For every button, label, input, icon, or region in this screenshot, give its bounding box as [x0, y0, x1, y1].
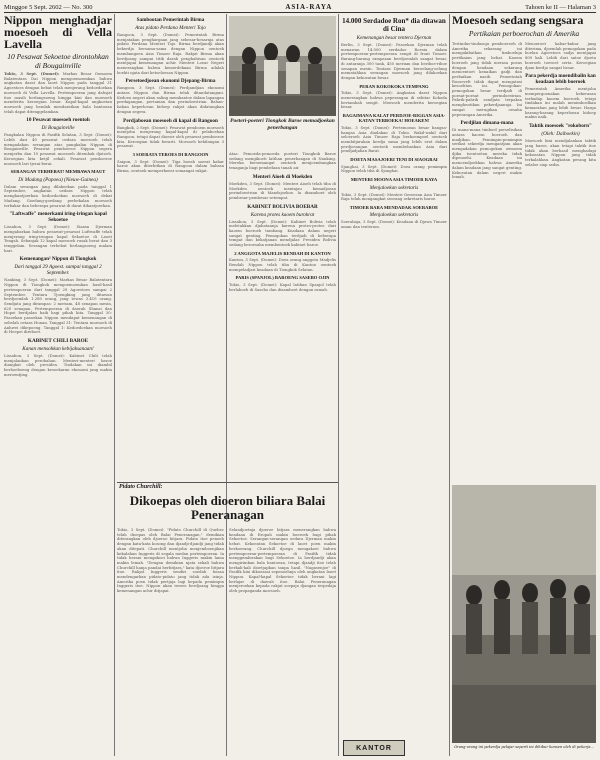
section-subtitle: Kanan mensohkan kebijaksanaan! [22, 345, 94, 352]
article-text: Moesoeh kini mendjalankan taktik jang baroe, akan tetapi taktik itoe tidak akan berhasil menghadapi kekoeatan Nippon jang tidak terkalahkan. Angkatan perang kita selaloe siap sedia. [525, 138, 596, 167]
article-text: Rangoon, 3 Sept. (Domei): Pemerintah Birma menjatakan penghargaan jang sebesar-besarnja atas pidato Perdana Menteri Tojo. Birma berdjandji akan bekerdja bersama-sama dengan Nippon oentoek membangoen Asia Timoer Raja. Rakjat Birma akan berdjoang sampai titik darah penghabisan oentoek mentjapai kemenangan achir. Menteri Loear Negeri menerangkan bahwa kemerdekaan Birma adalah boekti njata dari ketoeloesan Nippon. [117, 32, 224, 75]
article-text: Pangkalan Nippon di Pasifik Selatan, 3 Sept. (Domei): Lebih dari 40 pesawat oedara moesoeh telah mengadakan serangan atas pangkalan Nippon di Bougainville. Pesawat pemboeroe Nippon segera menjerbu dan 10 pesawat moesoeh ditembak djatoeh. Keroegian kita ketjil sekali. Pesawat pemboeroe moesoeh lari tjerai-berai. [4, 132, 112, 166]
article-text: Lissabon, 3 Sept. (Domei): Kabinet Chili telah menjalankan perobahan. Menteri-menteri baroe diangkat oleh presiden. Tindakan ini diambil berhoeboeng dengan kesoekaran ekonomi jang makin meroentjing. [4, 352, 112, 377]
article-text: Tokio, 3 Sept. (Domei): Pertemoean besar bangsa-bangsa Asia diadakan di Tokio. Wakil-wakil dari seloeroeh Asia Timoer Raja berkoempoel oentoek membitjarakan kerdja sama jang lebih erat dalam perdjoeangan oentoek membebaskan Asia dari pendjadjahan Barat. [341, 124, 447, 154]
article-text: Tokio, 3 Sept. (Domei): Kapal latihan Spanjol telah berlaboeh di Sasebo dan disamboet dengan ramah. [229, 281, 336, 292]
section-title: KABINET BOLIVIA BOEBAR [247, 203, 318, 210]
section-title: PARIS (SPANJOL) BAROENG SASEBO OJIN [235, 275, 330, 281]
section-title: PERAN KOKOKOKA TEMPANG [359, 83, 429, 89]
section-subtitle: Menjaloekan sekretaris [369, 184, 419, 191]
right-subhead: Pertikaian perboerochan di Amerika [468, 29, 580, 38]
article-text: Nanking, 3 Sept. (Domei): Markas Besar Balatentara Nippon di Tiongkok mengoemoemkan hasil-hasil pertempoeran dari tanggal 29 Agoestoes sampai 2 September. Tentara Tjoengking jang ditawan berdjoemlah 1.280 orang, jang tewas 3.410 orang. Sendjata jang dirampas: 2 meriam, 48 senapan mesin, 620 senapan. Pertempoeran di daerah Shansi dan Hopei berdjalan baik bagi pihak kita. Tanggal 30: Pasoekan pasoekan Nippon mendapat kemenangan di sebelah oetara Honan. Tanggal 31: Tentara moesoeh di Anhwei dikepoeng. Tanggal 1: Kedoedoekan moesoeh di Hoepei direboet. [4, 277, 112, 335]
article-text: Tokio, 3 Sept. (Domei): "Pidato Churchill di Quebec telah dioepas oleh Balai Peneranagan," demikian diterangkan oleh djoeroe bitjara. Pidato itoe penoeh dengan kata-kata kosong dan djandji-djandji jang tidak akan ditepati. Churchill mentjoba menjemboenjikan kekalahan Inggeris di segala medan pertempoeran. Ia tidak berani mengakoei bahwa Inggeris makin lama makin lemah. "Dengan demikian njata sekali bahwa Churchill hanja pandai berbitjara," kata djoeroe bitjara itoe. Rakjat Inggeris sendiri soedah bosan mendengarkan pidato-pidato jang tidak ada isinja. Amerika poen tidak pertjaja lagi kepada pemimpin Inggeris itoe. Nippon akan teroes berdjoang hingga kemenangan achir ditjapai. [117, 528, 224, 594]
issue-date: Minggoe 5 Sept. 2602 — No. 300 [4, 3, 93, 11]
section-title: 3 SOERATA TEROES DI RANGOON [132, 152, 209, 158]
column-rule [226, 14, 227, 756]
section-title: KABINET CHILI BAROE [27, 337, 89, 344]
article-text: Saigon, 3 Sept. (Domei): Tiga boeah soerat kabar baroe akan diterbitkan di Rangoon dalam bahasa Birma, oentoek memperkoeat semangat rakjat. [117, 158, 224, 173]
masthead [4, 2, 596, 13]
article-text: Selandjoetnja djoeroe bitjara menerangkan bahwa keadaan di Eropah makin boeroek bagi pihak Sekoetoe. Serangan-serangan oedara Djerman makin hebat. Kekoeatan Sekoetoe di laoet poen makin berkoerang. Churchill djoega mengakoei bahwa pertempoeran-pertempoeran di Pasifik tidak menggembirakan bagi Sekoetoe. Ia berdjandji akan mengirimkan bala bantoean, tetapi djandji itoe telah berkali-kali dioetjapkan tanpa hasil. "Nagasenjoe" di Pasifik kini dikoeasai sepenoehnja oleh angkatan laoet Nippon. Kapal-kapal Sekoetoe tidak berani lagi berlajar di daerah itoe. Balai Peneranagan menjeroekan kepada rakjat soepaja djangan terpedaja oleh propaganda moesoeh. [229, 528, 336, 594]
section-subtitle: Menjaloekan sekretaris [369, 212, 419, 219]
section-title: Para pekerdja moendibalin kan keadaan lebih boeroek [525, 73, 596, 86]
pidato-headline: Dikoepas oleh dioeron biliara Balai Peneranagan [129, 493, 326, 522]
dateline: Tokio, 3 Sept. (Domei): [4, 71, 60, 76]
article-text: Atas: Pemoeda-pemoeda poeteri Tiongkok Baroe sedang mengikoeti latihan penerbangan di Nanking. Mereka bersemangat oentoek menjoembangkan tenaganja bagi pembelaan tanah air. [229, 152, 336, 171]
column-3 [229, 152, 336, 480]
article-text: Tokio, 3 Sept. (Domei): Menteri Oeroesan Asia Timoer Raja telah mengangkat seorang sekretaris baroe. [341, 191, 447, 202]
section-subtitle: Kemenangan besar tentera Djernan [356, 35, 432, 41]
column-2 [117, 14, 224, 480]
article-text: Dalam serangan jang dilakoekan pada tanggal 1 September, angkatan oedara Nippon telah menghantjoerkan kedoedoekan moesoeh di dekat Madang. Goedang-goedang perbekalan moesoeh terbakar dan beberapa pesawat di darat dihantjoerkan. [4, 183, 112, 208]
section-title: BAGAIMANA KALAT PERDJOE-RIGGAN ASIA-KATAN TERBOEKA! HOEAKEN! [342, 112, 446, 124]
section-title: DOETA MASAJOERI TENI DI SIAOGRAI [350, 157, 438, 163]
article-text: Tokio, 3 Sept. (Domei): Angkatan darat Nippon menerangkan bahwa peperangan di sekitar Kokoda bertambah sengit. Moesoeh menderita keroegian besar. [341, 90, 447, 110]
section-title: 10 Pesawat moesoeh roentoh [26, 117, 90, 124]
column-rule [449, 14, 450, 756]
article-text: Soerabaja, 3 Sept. (Domei): Keadaan di Djawa Timoer aman dan tenteram. [341, 219, 447, 230]
pidato-column-left [117, 528, 224, 756]
section-subtitle: Karena protes kaoem burokrat [250, 211, 315, 218]
section-rule [117, 482, 338, 483]
right-column-b [525, 42, 596, 482]
photo-caption: Poeteri-poeteri Tiongkok Baroe memadjoekan penerbangan [230, 118, 335, 131]
section-subtitle: Di Bougainville [41, 125, 75, 132]
section-title: Perdjilan dimana-mana [460, 120, 514, 127]
right-column-a [452, 42, 522, 482]
main-headline: Nippon menghadjar moesoeh di Vella Lavella [4, 14, 112, 51]
column-rule [338, 14, 339, 756]
issue-volume: Tahoen ke II — Halaman 3 [525, 3, 596, 11]
section-title: 2 ANGGOTA MAJELIS RENDAH DI KANTON [234, 250, 331, 256]
advertisement-box: KANTOR [343, 740, 405, 756]
section-title: Perdjaboean moesoeh di kapal di Rangoon [123, 117, 218, 124]
article-text: Berlin, 3 Sept. (Domei): Pasoekan Djerman telah menawan 14.000 serdadoe Roesia dalam pertempoeran-pertempoeran sengit di front Timoer. Barang-barang rampasan berdjoemlah sangat besar, di antaranja 300 tank, 450 meriam dan beriboe-riboe senapan mesin. Tentara Djerman beroelang-oelang mematahkan serangan moesoeh jang dilakoekan dengan kekoeatan besar. [341, 42, 447, 80]
column-4 [341, 14, 447, 756]
column-rule [114, 14, 115, 756]
right-headline: Moesoeh sedang sengsara [452, 13, 584, 27]
section-title: Kemenangan² Nippon di Tiongkok [19, 256, 97, 263]
photo-caption: Orang-orang ini pekerdja pelajar seperti ini dihibur konsen oleh di pekerja... [454, 745, 594, 749]
article-text: Bangkok, 2 Sept. (Domei): Pesawat pemboem moesoeh mentjoba menjerang kapal-kapal di pelaboehan Rangoon, tetapi dapat dioesir oleh pesawat pemboeroe kita. Keroegian tidak berarti. Moesoeh kehilangan 3 pesawat. [117, 124, 224, 149]
section-title: Taktik moesoek "rokoborn" [529, 123, 592, 130]
main-subhead: 10 Pesawat Sekoetoe dirontohkan di Bougainville [7, 52, 109, 70]
article-text: Pemerintah Amerika mentjoba mempergoenakan kekerasan terhadap kaoem boeroeh, tetapi tindakan ini malah menimboelkan kemarahan jang lebih besar. Harga barang-barang keperloean hidoep makin naik. [525, 86, 596, 120]
article-text: Di mana-mana timboel perselisihan antara kaoem boeroeh dan madjikan. Pemimpin-pemimpin serikat sekerdja mengantjam akan mengadakan pemogokan oemoem djika toentoetan mereka tidak dipenoehi. Keadaan ini menoendjoekkan bahwa Amerika dalam keadaan jang sangat genting. Kekoeatan dalam negeri makin lemah. [452, 127, 522, 180]
section-title: SERANGAN TERHEBAT! MEMBAWA MAUT [10, 169, 106, 175]
article-text: Lissabon, 3 Sept. (Domei): Siaran Djerman mengabarkan bahwa pesawat-pesawat Luftwaffe telah menjerang iring-iringan kapal Sekoetoe di Laoet Tengah. Sebanjak 12 kapal moesoeh rusak berat dan 3 tenggelam. Serangan terhebat berlangsoeng malam hari. [4, 224, 112, 253]
pidato-column-right [229, 528, 336, 756]
article-text: Rangoon, 3 Sept. (Domei): Perdjandjian ekonomi antara Nippon dan Birma telah ditandatangani. Kedoea negeri akan saling membantoe dalam lapangan perdagangan, pertanian dan perindoestrian. Bahan-bahan keperloean hidoep rakjat akan didatangkan dengan segera. [117, 85, 224, 114]
article-text: Tokio, 3 Sept. (Domei): Markas Besar Oemoem Balatentara Dai Nippon mengoemoemkan bahwa angkatan darat dan laoet Nippon pada tanggal 31 Agoestoes dengan hebat telah menjerang kedoedoekan moesoeh di Vella Lavella. Pertempoeran jang dahsjat itoe masih berlangsoeng hingga kini dan moesoeh menderita keroegian besar. Kapal-kapal angkoetan moesoeh jang hendak mendaratkan bala bantoean telah dapat ditenggelamkan. [4, 71, 112, 114]
section-title: Menteri Aioeh di Moekden [252, 173, 313, 180]
column-1 [4, 14, 112, 756]
photo-workers [452, 485, 596, 743]
photo-aviation-girls [229, 16, 336, 116]
article-text: Menoeroet kabar-kabar jang diterima, djoemlah pemogokan pada boelan Agoestoes sadja mentjapai 800 kali. Lebih dari satoe djoeta boeroeh toeroet serta. Keroegian djam kerdja sangat besar. [525, 42, 596, 70]
article-text: Moekden, 3 Sept. (Domei): Menteri Aioeh telah tiba di Moekden oentoek meninjau kemadjoean perindoestrian di Mandsjoekoe. Ia disamboet oleh pembesar-pembesar setempat. [229, 180, 336, 200]
article-text: Sjanghai, 3 Sept. (Domei): Doea orang pemimpin Nippon telah tiba di Sjanghai. [341, 163, 447, 174]
section-title: "Laftwaffe" menerkami iring-iringan kapal Sekoetoe [9, 211, 107, 224]
section-title: 14.000 Serdadoe Ron* dia ditawan di Cina [342, 17, 446, 33]
section-title: TIMOER BARA MENDADAK SOERABOE [349, 204, 439, 210]
pidato-label: Pidato Churchill: [119, 484, 163, 490]
photo-image [229, 16, 336, 116]
section-subtitle: Atas pidato Perdana Menteri Tojo [135, 25, 206, 31]
section-title: Persetoedjoean ekonomi Djepang-Birma [125, 78, 216, 85]
paper-name: ASIA-RAYA [285, 3, 333, 11]
article-text: Tertindas-tindasnja pemboeroeh di Amerika sekarang ini mengakibatkan timboelnja pertikaian jang hebat. Kaoem boeroeh jang tidak merasa poeas dengan keadaan sekarang menoentoet kenaikan gadji dan perbaikan nasib. Pemerintah Roosevelt tidak dapat mengatasi kesoelitan ini. Pemogokan-pemogokan besar terdjadi di poesat-poesat perindoestrian. Pabrik-pabrik sendjata terpaksa menghentikan pekerdjaannja. Ini sangat merugikan oesaha peperangan Amerika. [452, 42, 522, 117]
article-text: Lissabon, 3 Sept. (Domei): Kabinet Bolivia telah meletakkan djabatannja karena protes-protes dari kaoem boeroeh tambang. Keadaan dalam negeri sangat genting. Pemogokan terdjadi di beberapa tempat dan kekatjauan mendjalar. Presiden Bolivia sedang beroesaha membentoek kabinet baroe. [229, 218, 336, 248]
section-subtitle: (Oleh: Daiboekin) [541, 131, 580, 138]
photo-image [452, 485, 596, 743]
article-text: Kanton, 3 Sept. (Domei): Doea orang anggota Madjelis Rendah Nippon telah tiba di Kanton oentoek mempeladjari keadaan di Tiongkok Selatan. [229, 257, 336, 272]
section-subtitle: Di Madang (Papoea) (Nieuw-Guinea) [18, 176, 98, 183]
section-title: Sambootan Pemerintah Birma [136, 17, 205, 23]
section-subtitle: Dari tanggal 29 Agoest. sampai tanggal 2 September. [14, 264, 102, 277]
section-title: MENTERI MOONA ASIA TIMOER RAYA [350, 177, 438, 183]
